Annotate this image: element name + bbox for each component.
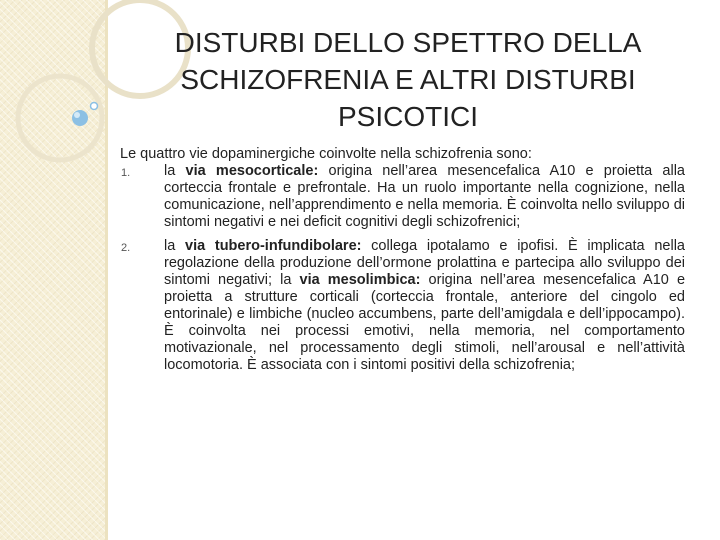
pathway-list [120, 163, 685, 374]
small-blue-ring [91, 103, 98, 110]
intro-text: Le quattro vie dopaminergiche coinvolte nella schizofrenia sono: [120, 146, 532, 162]
slide-body [120, 146, 685, 374]
list-item [120, 238, 685, 374]
blue-dot [72, 110, 88, 126]
list-item [120, 163, 685, 231]
blue-dot-highlight [74, 112, 80, 118]
small-ring [18, 76, 102, 160]
list-number: 2. [121, 242, 131, 254]
list-number: 1. [121, 167, 131, 179]
list-item-text: la via mesocorticale: origina nell’area mesencefalica A10 e proietta alla corteccia frontale e prefrontale. Ha un ruolo importante nella cognizione, nella comunicazione, nell’apprendimento e nella memoria. È coinvolta nello sviluppo di sintomi negativi e nei deficit cognitivi degli schizofrenici; [164, 163, 685, 230]
slide-title: DISTURBI DELLO SPETTRO DELLA SCHIZOFRENIA E ALTRI DISTURBI PSICOTICI [174, 27, 642, 132]
list-item-text: la via tubero-infundibolare: collega ipotalamo e ipofisi. È implicata nella regolazione della produzione dell’ormone prolattina e partecipa allo sviluppo dei sintomi negativi; la via mesolimbica: origina nell’area mesencefalica A10 e proietta a strutture corticali (corteccia frontale, anteriore del cingolo ed entorinale) e limbiche (nucleo accumbens, parte dell’amigdala e dell’ippocampo). È coinvolta nei processi emotivi, nella memoria, nel comportamento motivazionale, nel processamento degli stimoli, nell’arousal e nell’attività locomotoria. È associata con i sintomi positivi della schizofrenia; [164, 238, 686, 373]
